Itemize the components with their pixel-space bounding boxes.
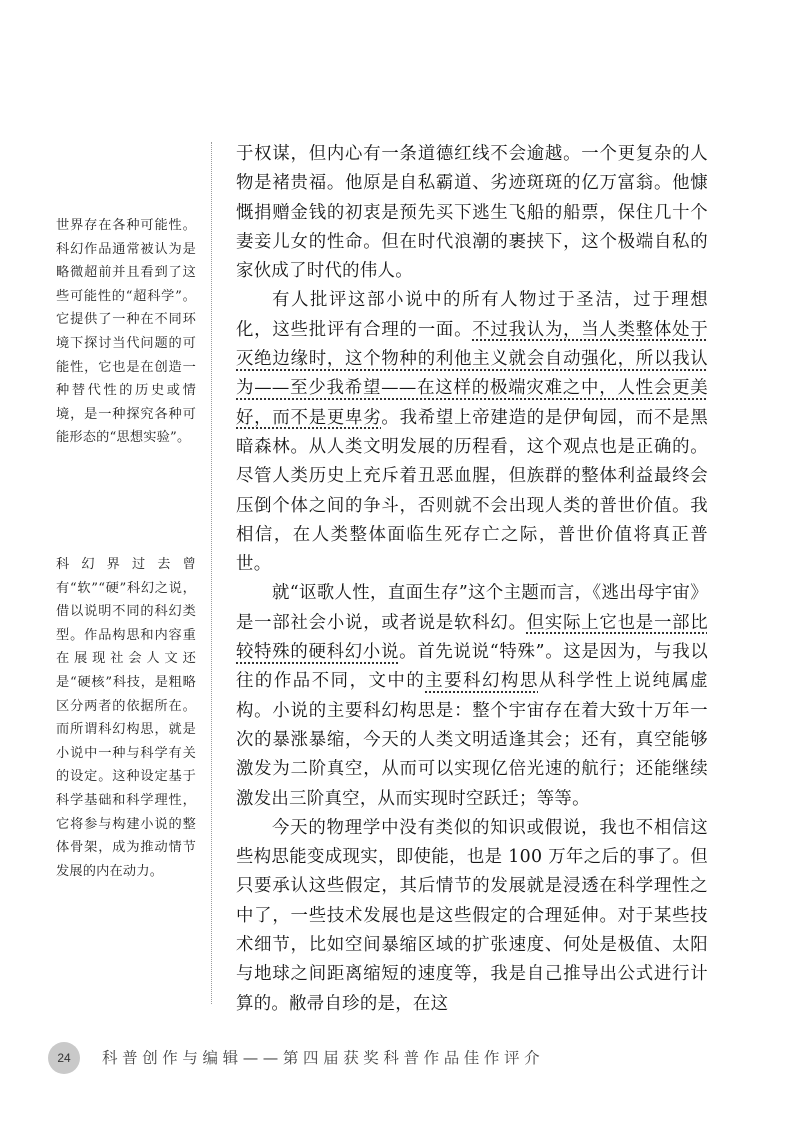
emphasis-dotted: 不过我认为，当人类整体处于灭绝边缘时，这个物种的利他主义就会自动强化，所以我认为——至少我希望——在这样的极端灾难之中，人性会更美好，而不是更卑劣 xyxy=(236,319,709,428)
running-title: 科普创作与编辑——第四届获奖科普作品佳作评介 xyxy=(102,1049,545,1067)
paragraph-2 xyxy=(236,286,708,579)
sidebar-note-thought-experiment: 世界存在各种可能性。科幻作品通常被认为是略微超前并且看到了这些可能性的“超科学”。它提供了一种在不同环境下探讨当代问题的可能性，它也是在创造一种替代性的历史或情境，是一种探究各种可能形态的“思想实验”。 xyxy=(56,218,196,446)
paragraph-4: 今天的物理学中没有类似的知识或假说，我也不相信这些构思能变成现实，即使能，也是 100 万年之后的事了。但只要承认这些假定，其后情节的发展就是浸透在科学理性之中了，一些技术发展也是这些假定的合理延伸。对于某些技术细节，比如空间暴缩区域的扩张速度、何处是极值、太阳与地球之间距离缩短的速度等，我是自己推导出公式进行计算的。敝帚自珍的是，在这 xyxy=(236,817,708,1014)
paragraph-3-text-c: 从科学性上说纯属虚构。小说的主要科幻构思是：整个宇宙存在着大致十万年一次的暴涨暴缩，今天的人类文明适逢其会；还有，真空能够激发为二阶真空，从而可以实现亿倍光速的航行；还能继续激发出三阶真空，从而实现时空跃迁；等等。 xyxy=(236,671,708,809)
paragraph-3-text-b: 。首先说说“特殊”。这是因为，与我以往的作品不同，文中的 xyxy=(236,642,709,692)
emphasis-dotted: 但实际上它也是一部比较特殊的硬科幻小说 xyxy=(236,612,708,663)
paragraph-3-text-a: 就“讴歌人性，直面生存”这个主题而言，《逃出母宇宙》是一部社会小说，或者说是软科幻。 xyxy=(236,583,708,633)
page-footer xyxy=(48,1042,728,1076)
sidebar-divider xyxy=(211,142,212,1004)
sidebar-note-soft-hard-scifi: 科幻界过去曾有“软”“硬”科幻之说，借以说明不同的科幻类型。作品构思和内容重在展现社会人文还是“硬核”科技，是粗略区分两者的依据所在。而所谓科幻构思，就是小说中一种与科学有关的设定。这种设定基于科学基础和科学理性，它将参与构建小说的整体骨架，成为推动情节发展的内在动力。 xyxy=(56,557,196,879)
paragraph-2-text-a: 有人批评这部小说中的所有人物过于圣洁，过于理想化，这些批评有合理的一面。 xyxy=(236,290,708,340)
paragraph-1: 于权谋，但内心有一条道德红线不会逾越。一个更复杂的人物是褚贵福。他原是自私霸道、劣迹斑斑的亿万富翁。他慷慨捐赠金钱的初衷是预先买下逃生飞船的船票，保住几十个妻妾儿女的性命。但在时代浪潮的裹挟下，这个极端自私的家伙成了时代的伟人。 xyxy=(236,144,708,282)
paragraph-3 xyxy=(236,579,708,813)
paragraph-2-text-b: 。我希望上帝建造的是伊甸园，而不是黑暗森林。从人类文明发展的历程看，这个观点也是正确的。尽管人类历史上充斥着丑恶血腥，但族群的整体利益最终会压倒个体之间的争斗，否则就不会出现人类的普世价值。我相信，在人类整体面临生死存亡之际，普世价值将真正普世。 xyxy=(236,407,709,575)
page-number: 24 xyxy=(48,1042,80,1074)
emphasis-dotted: 主要科幻构思 xyxy=(425,671,539,692)
main-text xyxy=(236,140,708,1019)
